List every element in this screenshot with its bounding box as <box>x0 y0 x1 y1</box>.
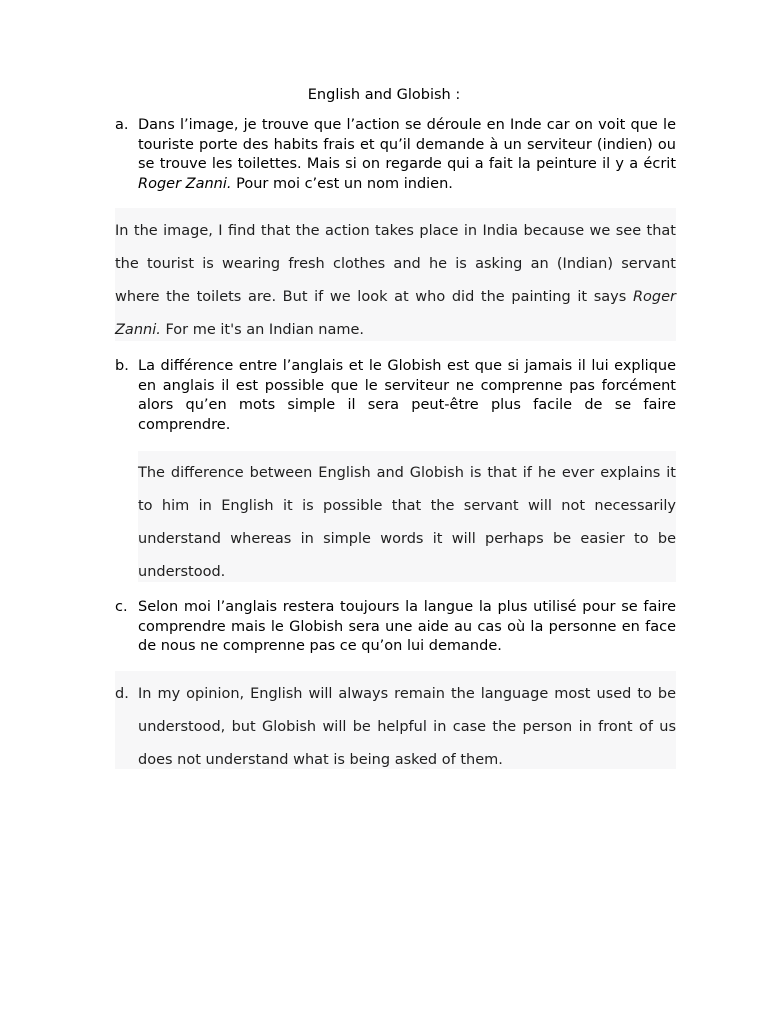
list-item-b <box>115 357 676 435</box>
list-item-d-text: In my opinion, English will always remain the language most used to be understood, but Globish will be helpful in case the person in front of us does not understand what is being asked of them. <box>138 686 676 768</box>
document-title: English and Globish : <box>307 87 461 103</box>
item-a-text-end: Pour moi c’est un nom indien. <box>231 175 453 192</box>
list-marker-c: c. <box>115 599 128 615</box>
translation-block-b <box>138 451 676 582</box>
list-marker-b: b. <box>115 358 129 374</box>
list-item-b-text: La différence entre l’anglais et le Globish est que si jamais il lui explique en anglais il est possible que le serviteur ne comprenne pas forcément alors qu’en mots simple il sera peut-être plus facile de se faire comprendre. <box>138 358 676 433</box>
list-item-d <box>115 671 676 769</box>
translation-a-main: In the image, I find that the action takes place in India because we see that the tourist is wearing fresh clothes and he is asking an (Indian) servant where the toilets are. But if we look at who did the painting it says <box>115 223 676 305</box>
list-marker-d: d. <box>115 686 129 702</box>
list-item-a-text <box>138 116 676 194</box>
translation-a-text <box>115 215 676 347</box>
translation-block-a <box>115 208 676 341</box>
translation-a-end: For me it's an Indian name. <box>160 322 365 338</box>
list-item-c <box>115 598 676 657</box>
list-item-c-text: Selon moi l’anglais restera toujours la langue la plus utilisé pour se faire comprendre mais le Globish sera une aide au cas où la personne en face de nous ne comprenne pas ce qu’on lui demande. <box>138 599 676 654</box>
list-item-a <box>115 116 676 194</box>
item-a-text-main: Dans l’image, je trouve que l’action se déroule en Inde car on voit que le touriste porte des habits frais et qu’il demande à un serviteur (indien) ou se trouve les toilettes. Mais si on regarde qui a fait la peinture il y a écrit <box>138 117 676 172</box>
translation-a-italic: Roger Zanni. <box>115 289 676 338</box>
item-a-text-italic: Roger Zanni. <box>138 175 232 192</box>
list-marker-a: a. <box>115 117 129 133</box>
translation-b-text: The difference between English and Globish is that if he ever explains it to him in English it is possible that the servant will not necessarily understand whereas in simple words it will perhaps be easier to be understood. <box>138 465 676 580</box>
